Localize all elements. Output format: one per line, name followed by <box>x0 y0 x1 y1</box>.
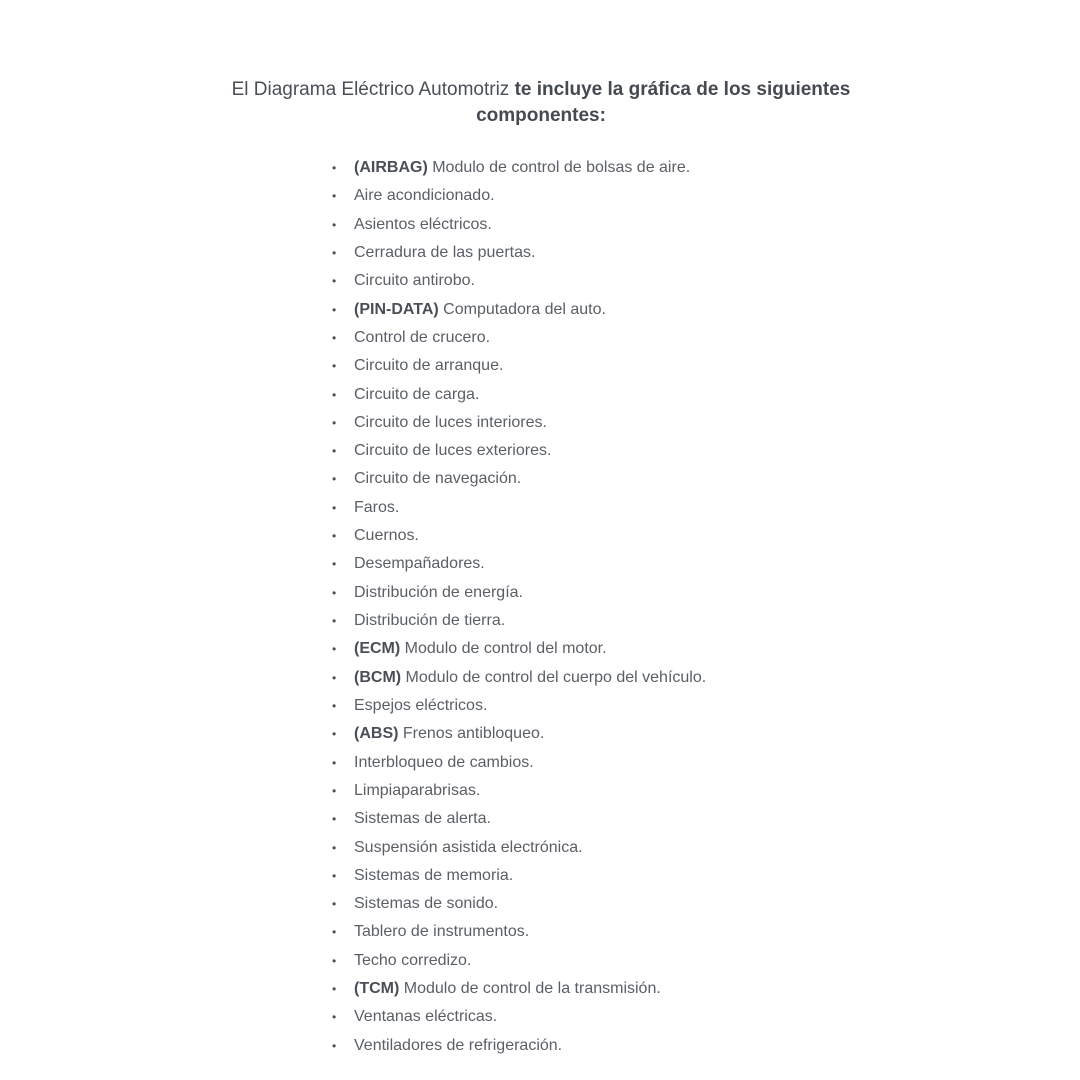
list-item <box>332 635 706 663</box>
list-item <box>332 550 706 578</box>
bullet-icon: • <box>332 840 337 855</box>
bullet-icon: • <box>332 783 337 798</box>
list-item <box>332 352 706 380</box>
bullet-icon: • <box>332 1010 337 1025</box>
component-label: Circuito de arranque. <box>354 357 504 375</box>
list-item <box>332 494 706 522</box>
bullet-icon: • <box>332 387 337 402</box>
heading-lead: El Diagrama Eléctrico Automotriz <box>231 79 510 100</box>
component-label: Computadora del auto. <box>443 300 606 318</box>
list-item <box>332 324 706 352</box>
component-label: Asientos eléctricos. <box>354 215 492 233</box>
bullet-icon: • <box>332 245 337 260</box>
list-item <box>332 296 706 324</box>
bullet-icon: • <box>332 161 337 175</box>
component-label: Faros. <box>354 498 400 516</box>
list-item <box>332 720 706 748</box>
list-item <box>332 239 706 267</box>
bullet-icon: • <box>332 897 337 912</box>
list-item <box>332 211 706 239</box>
component-code: (AIRBAG) <box>354 159 428 176</box>
bullet-icon: • <box>332 274 337 289</box>
component-label: Techo corredizo. <box>354 951 472 969</box>
list-item <box>332 465 706 493</box>
component-label: Sistemas de sonido. <box>354 895 499 913</box>
bullet-icon: • <box>332 812 337 827</box>
list-item <box>332 749 706 777</box>
list-item <box>332 579 706 607</box>
list-item <box>332 692 706 720</box>
component-label: Espejos eléctricos. <box>354 696 488 714</box>
component-label: Suspensión asistida electrónica. <box>354 838 583 856</box>
list-item <box>332 1032 706 1060</box>
component-label: Modulo de control de bolsas de aire. <box>432 159 691 176</box>
component-label: Modulo de control del motor. <box>404 640 607 658</box>
heading-emphasis: te incluye la gráfica de los siguientes componentes: <box>476 79 851 126</box>
bullet-icon: • <box>332 670 337 685</box>
list-item <box>332 918 706 946</box>
component-label: Sistemas de memoria. <box>354 866 514 884</box>
component-label: Cuernos. <box>354 527 419 545</box>
component-code: (ECM) <box>354 640 401 658</box>
bullet-icon: • <box>332 557 337 572</box>
bullet-icon: • <box>332 755 337 770</box>
list-item <box>332 664 706 692</box>
component-label: Cerradura de las puertas. <box>354 243 536 261</box>
component-label: Sistemas de alerta. <box>354 810 491 828</box>
component-code: (TCM) <box>354 980 400 998</box>
list-item <box>332 805 706 833</box>
component-label: Interbloqueo de cambios. <box>354 753 534 771</box>
bullet-icon: • <box>332 529 337 544</box>
list-item <box>332 267 706 295</box>
component-label: Control de crucero. <box>354 328 491 346</box>
bullet-icon: • <box>332 698 337 713</box>
component-label: Circuito de luces interiores. <box>354 413 547 431</box>
bullet-icon: • <box>332 727 337 742</box>
bullet-icon: • <box>332 359 337 374</box>
list-item <box>332 947 706 975</box>
bullet-icon: • <box>332 1038 337 1053</box>
component-label: Aire acondicionado. <box>354 187 495 205</box>
bullet-icon: • <box>332 330 337 345</box>
component-label: Distribución de energía. <box>354 583 523 601</box>
bullet-icon: • <box>332 925 337 940</box>
component-label: Circuito de carga. <box>354 385 480 403</box>
component-label: Limpiaparabrisas. <box>354 781 481 799</box>
list-item <box>332 890 706 918</box>
list-item <box>332 607 706 635</box>
component-label: Tablero de instrumentos. <box>354 923 530 941</box>
component-code: (PIN-DATA) <box>354 300 439 318</box>
bullet-icon: • <box>332 614 337 628</box>
component-label: Ventiladores de refrigeración. <box>354 1036 563 1054</box>
bullet-icon: • <box>332 953 337 968</box>
bullet-icon: • <box>332 982 337 997</box>
list-item <box>332 381 706 409</box>
component-label: Circuito de navegación. <box>354 470 522 488</box>
bullet-icon: • <box>332 444 337 459</box>
bullet-icon: • <box>332 585 337 600</box>
component-list <box>332 154 706 1060</box>
list-item <box>332 182 706 210</box>
bullet-icon: • <box>332 415 337 430</box>
component-code: (ABS) <box>354 725 399 743</box>
bullet-icon: • <box>332 868 337 883</box>
component-label: Circuito de luces exteriores. <box>354 442 552 460</box>
component-label: Circuito antirobo. <box>354 272 475 290</box>
component-label: Modulo de control de la transmisión. <box>403 980 661 998</box>
list-item <box>332 522 706 550</box>
list-item <box>332 862 706 890</box>
list-item <box>332 1003 706 1031</box>
bullet-icon: • <box>332 472 337 487</box>
list-item <box>332 975 706 1003</box>
list-item <box>332 437 706 465</box>
bullet-icon: • <box>332 642 337 657</box>
list-item <box>332 154 706 182</box>
bullet-icon: • <box>332 302 337 317</box>
component-label: Frenos antibloqueo. <box>402 725 545 743</box>
bullet-icon: • <box>332 500 337 515</box>
page-heading <box>230 77 852 129</box>
list-item <box>332 409 706 437</box>
component-code: (BCM) <box>354 668 402 686</box>
bullet-icon: • <box>332 217 337 232</box>
component-label: Ventanas eléctricas. <box>354 1008 498 1026</box>
component-label: Desempañadores. <box>354 555 485 573</box>
bullet-icon: • <box>332 189 337 204</box>
component-label: Modulo de control del cuerpo del vehículo. <box>405 668 707 686</box>
list-item <box>332 777 706 805</box>
component-label: Distribución de tierra. <box>354 612 506 629</box>
list-item <box>332 834 706 862</box>
